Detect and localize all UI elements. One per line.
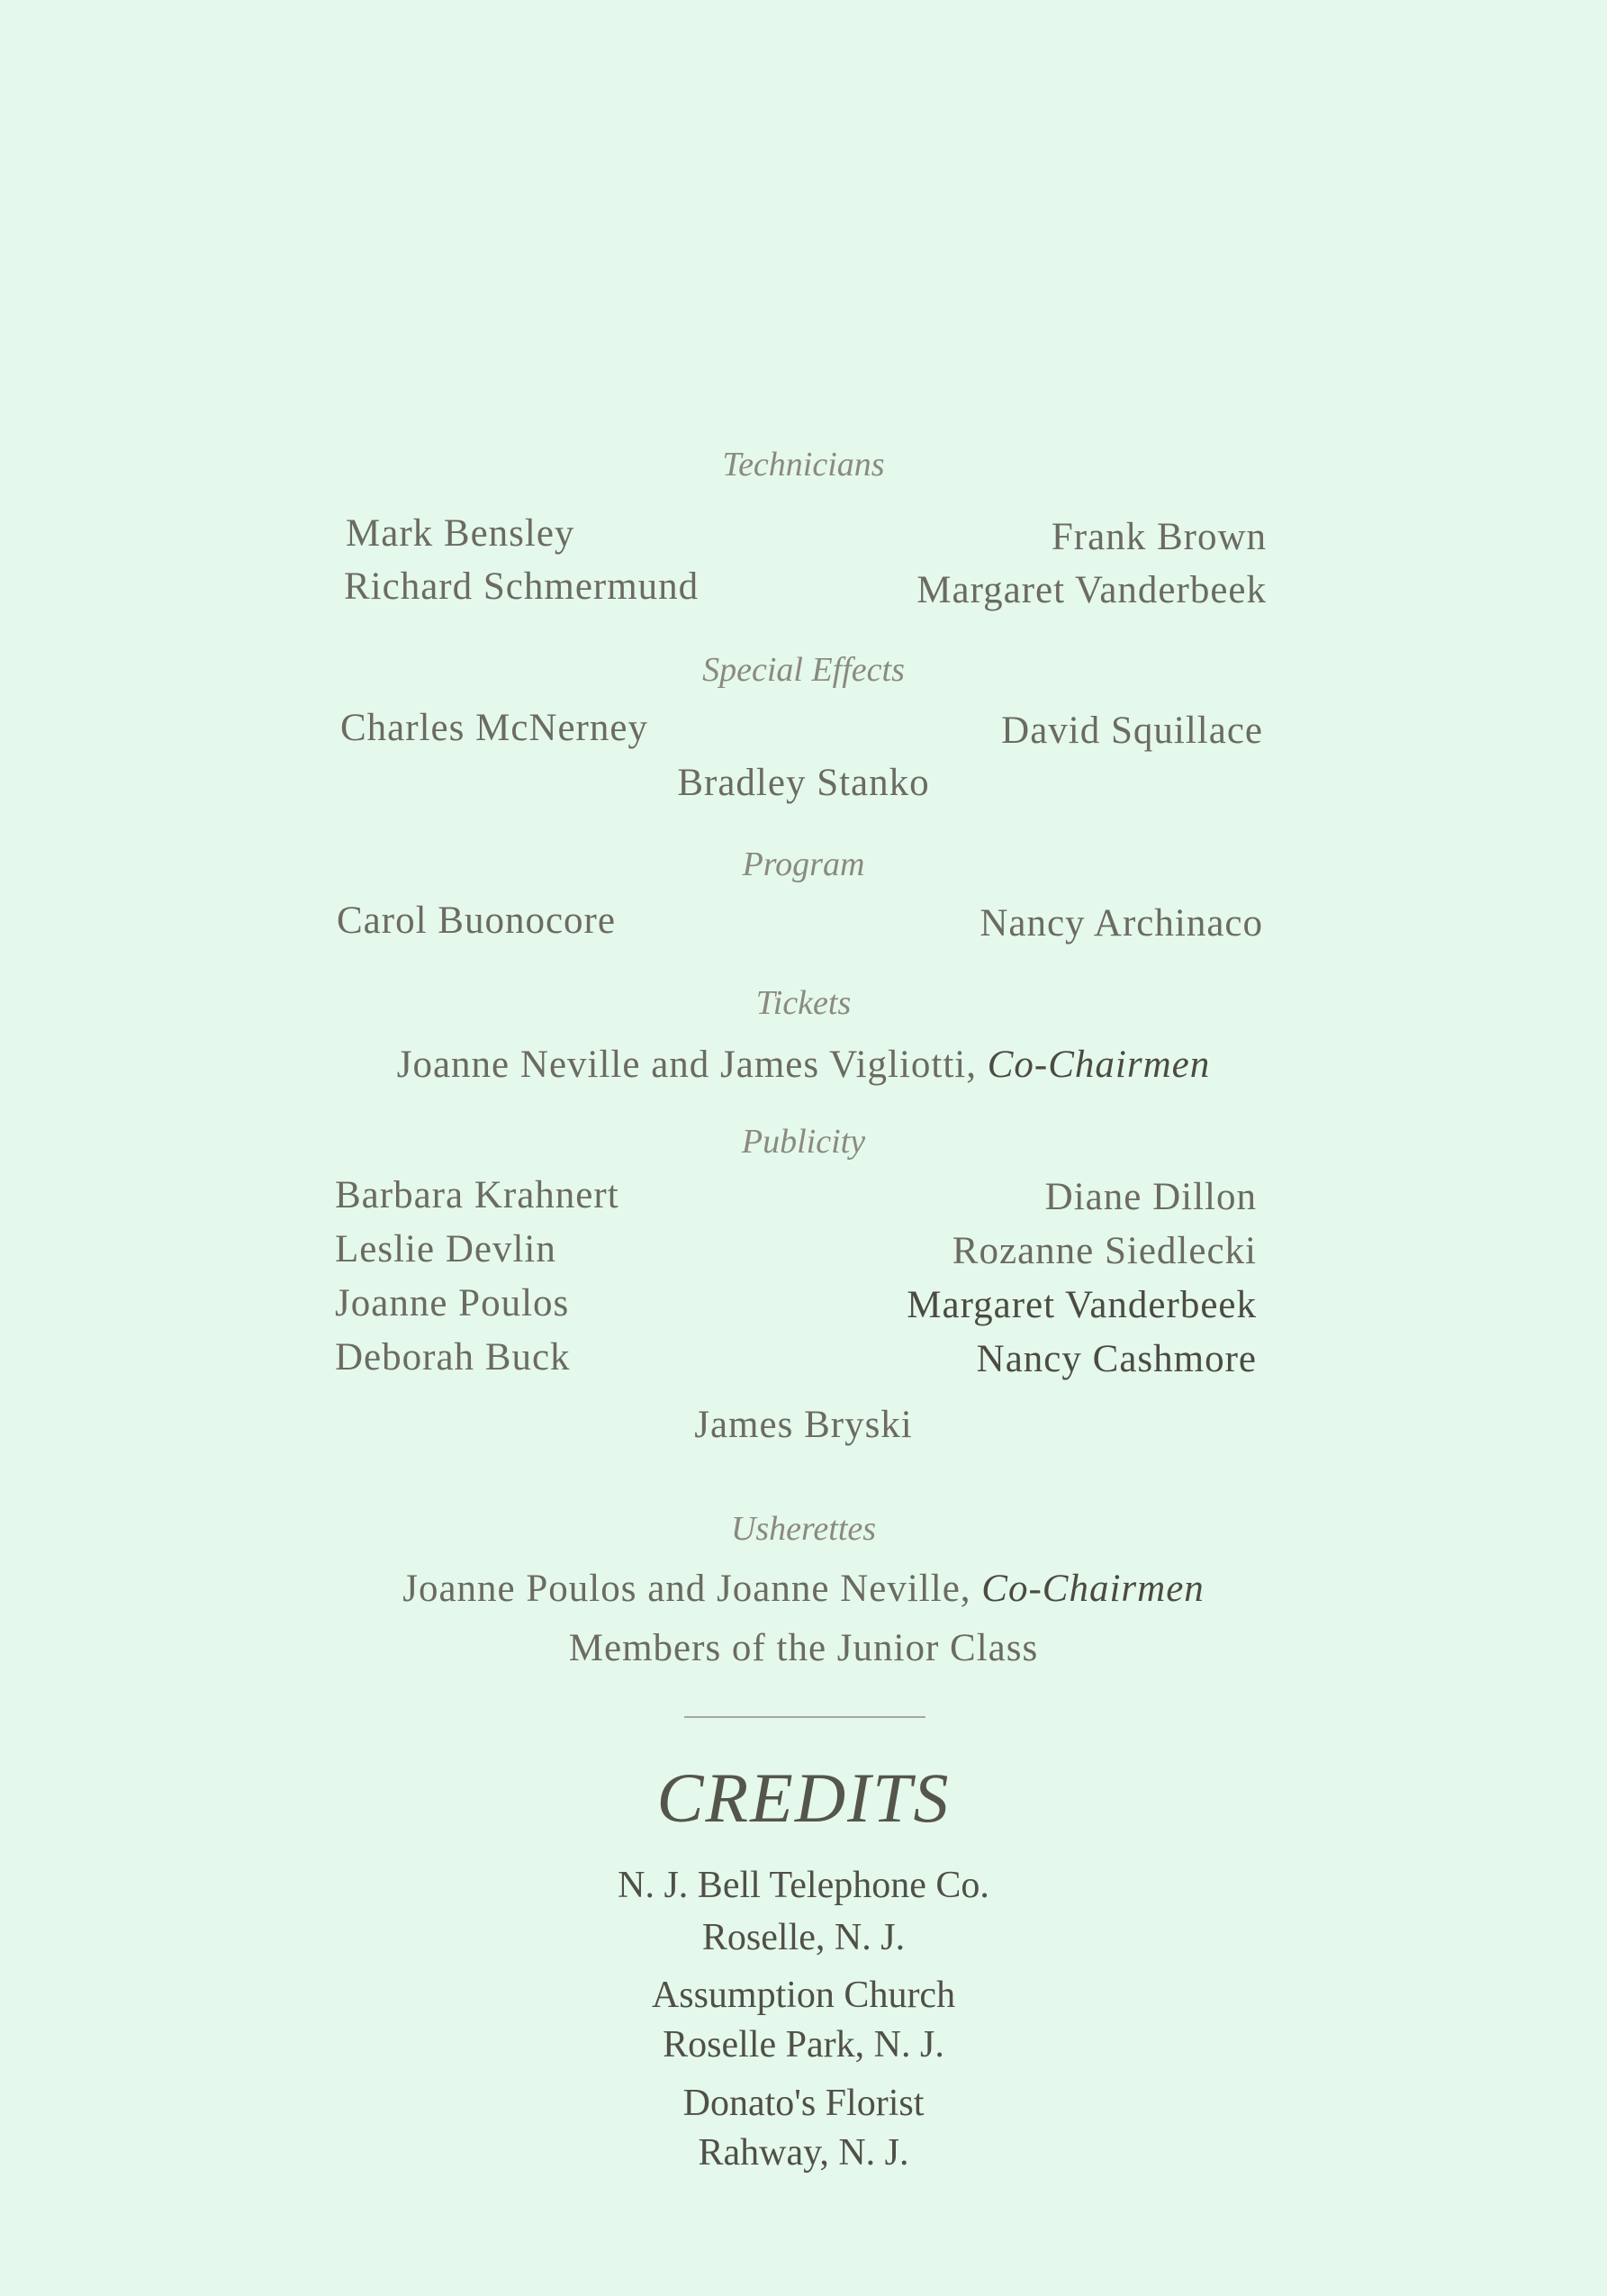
special-effects-name: David Squillace — [1001, 710, 1263, 752]
publicity-heading: Publicity — [741, 1123, 866, 1161]
program-name: Nancy Archinaco — [980, 902, 1263, 945]
usherettes-members: Members of the Junior Class — [568, 1627, 1039, 1669]
credit-place: Rahway, N. J. — [698, 2132, 909, 2174]
usherettes-heading: Usherettes — [730, 1510, 877, 1548]
publicity-name: Deborah Buck — [335, 1336, 571, 1379]
publicity-name: Joanne Poulos — [335, 1282, 570, 1324]
publicity-name: Barbara Krahnert — [335, 1174, 619, 1216]
credit-name: Donato's Florist — [682, 2083, 925, 2124]
program-name: Carol Buonocore — [337, 899, 616, 942]
program-heading: Program — [742, 845, 865, 883]
tickets-role: Co-Chairmen — [987, 1044, 1211, 1086]
technicians-heading: Technicians — [722, 446, 885, 484]
special-effects-name: Charles McNerney — [340, 707, 648, 749]
publicity-name: Nancy Cashmore — [976, 1338, 1257, 1380]
tickets-heading: Tickets — [755, 984, 852, 1022]
credit-name: N. J. Bell Telephone Co. — [618, 1865, 989, 1906]
technician-name: Mark Bensley — [346, 512, 575, 555]
tickets-line — [0, 1043, 1607, 1087]
publicity-name: James Bryski — [694, 1404, 913, 1446]
special-effects-heading: Special Effects — [702, 651, 905, 689]
usherettes-line — [0, 1567, 1607, 1611]
credit-place: Roselle Park, N. J. — [663, 2024, 944, 2065]
technician-name: Margaret Vanderbeek — [916, 569, 1267, 611]
credits-title: CREDITS — [656, 1758, 951, 1837]
technician-name: Frank Brown — [1051, 516, 1267, 558]
credit-place: Roselle, N. J. — [701, 1917, 906, 1958]
usherettes-role: Co-Chairmen — [981, 1568, 1205, 1610]
publicity-name: Rozanne Siedlecki — [952, 1230, 1257, 1272]
publicity-name: Leslie Devlin — [335, 1228, 556, 1270]
special-effects-name: Bradley Stanko — [677, 762, 930, 804]
usherettes-names: Joanne Poulos and Joanne Neville, — [402, 1568, 971, 1610]
credit-name: Assumption Church — [651, 1975, 956, 2016]
publicity-name: Margaret Vanderbeek — [907, 1284, 1257, 1326]
divider-rule — [684, 1716, 925, 1718]
technician-name: Richard Schmermund — [344, 565, 700, 608]
publicity-name: Diane Dillon — [1044, 1176, 1257, 1218]
tickets-names: Joanne Neville and James Vigliotti, — [396, 1044, 977, 1086]
